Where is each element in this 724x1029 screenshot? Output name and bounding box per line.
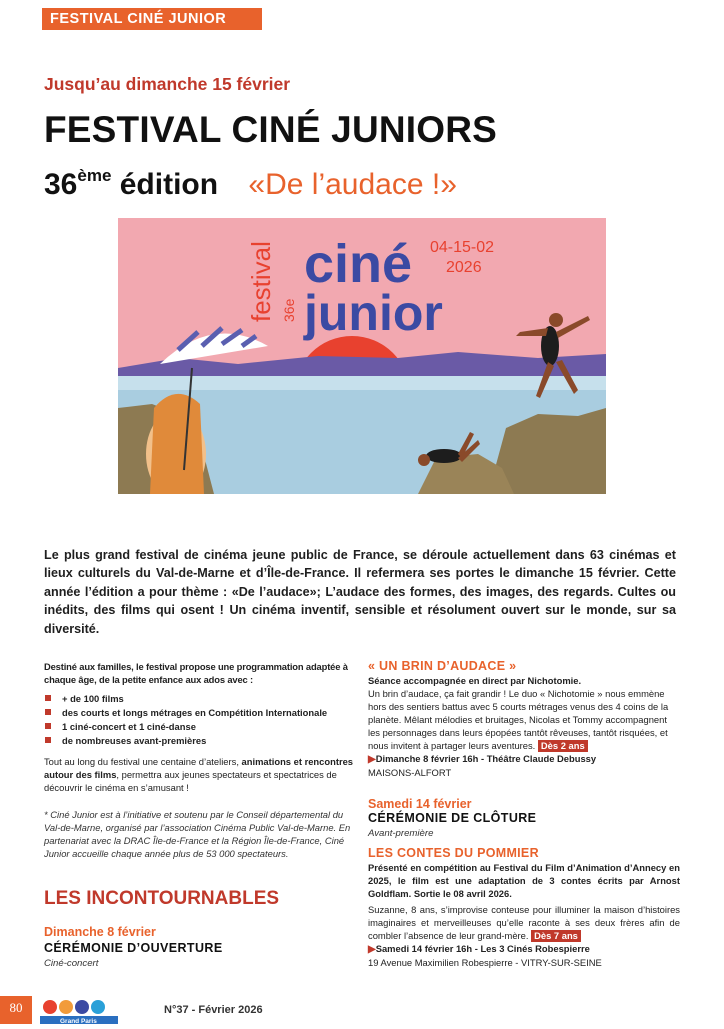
program-list — [44, 692, 356, 747]
contes-block — [368, 845, 680, 969]
list-item: des courts et longs métrages en Compétition Internationale — [44, 706, 356, 719]
list-item: 1 ciné-concert et 1 ciné-danse — [44, 720, 356, 733]
incontournables-heading: LES INCONTOURNABLES — [44, 888, 280, 909]
magazine-logo — [40, 998, 118, 1024]
contes-session-text: Samedi 14 février 16h - Les 3 Cinés Robespierre — [375, 943, 590, 954]
poster-brand-line2: junior — [304, 285, 443, 341]
cloture-block — [368, 798, 680, 840]
play-icon: ▶ — [368, 944, 376, 955]
edition-line — [44, 156, 457, 205]
page-number: 80 — [0, 996, 32, 1024]
brin-body-text: Un brin d’audace, ça fait grandir ! Le duo « Nichotomie » nous emmène hors des sentiers battus avec 5 courts métrages venus des 4 coins de la planète. Mêlant mélodies et bruitages, Nicolas et Tommy accompagnent les personnages dans leurs épopées tantôt rêveuses, tantôt risquées, et nous invitent à partager leurs aventures. — [368, 688, 669, 751]
poster-festival-text: festival — [246, 241, 276, 322]
contes-title: LES CONTES DU POMMIER — [368, 846, 539, 860]
edition-word: édition — [119, 168, 219, 201]
article-title: FESTIVAL CINÉ JUNIORS — [44, 109, 498, 150]
play-icon: ▶ — [368, 754, 376, 765]
left-column — [44, 660, 356, 860]
brin-lead: Séance accompagnée en direct par Nichotomie. — [368, 675, 582, 686]
contes-body-text: Suzanne, 8 ans, s’improvise conteuse pour illuminer la maison d’histoires imaginaires et merveilleuses qu’elle raconte à ses deux frères afin de combler l’absence de leur grand-mère. — [368, 904, 680, 941]
program-body-pre: Tout au long du festival une centaine d’ateliers, — [44, 756, 242, 767]
brin-session-text: Dimanche 8 février 16h - Théâtre Claude Debussy — [375, 753, 597, 764]
article-intro: Le plus grand festival de cinéma jeune public de France, se déroule actuellement dans 63 cinémas et lieux culturels du Val-de-Marne et d’Île-de-France. Il refermera ses portes le dimanche 15 février. Cette année l’édition a pour thème : «De l’audace»; L’audace des formes, des images, des regards. Cultes ou inédits, des films qui osent ! Un cinéma inventif, sensible et résolument ouvert sur le monde, sur sa diversité. — [44, 548, 676, 636]
program-body-post: , permettra aux jeunes spectateurs et spectatrices de découvrir le cinéma en s’amusant ! — [44, 769, 337, 793]
edition-number: 36 — [44, 168, 78, 201]
poster-edition-text: 36e — [281, 298, 297, 322]
opening-title: CÉRÉMONIE D’OUVERTURE — [44, 941, 223, 955]
edition-theme: «De l’audace !» — [248, 168, 457, 201]
poster-year: 2026 — [446, 259, 482, 276]
contes-lead: Présenté en compétition au Festival du Film d’Animation d’Annecy en 2025, le film est une adaptation de 3 contes écrits par Arnost Goldflam. Sortie le 08 avril 2026. — [368, 862, 680, 899]
contes-body — [368, 903, 680, 942]
program-lead: Destiné aux familles, le festival propose une programmation adaptée à chaque âge, de la petite enfance aux ados avec : — [44, 661, 348, 685]
program-body — [44, 755, 356, 794]
brin-session — [368, 752, 680, 766]
program-note: * Ciné Junior est à l’initiative et soutenu par le Conseil départemental du Val-de-Marne, organisé par l’association Cinéma Public Val-de-Marne. En partenariat avec la DRAC Île-de-France et la Région Île-de-France, Ciné Junior accueille chaque année plus de 53 000 spectateurs. — [44, 809, 351, 859]
opening-subtitle: Ciné-concert — [44, 958, 99, 969]
list-item: de nombreuses avant-premières — [44, 734, 356, 747]
brin-body — [368, 687, 680, 752]
edition-suffix: ème — [77, 166, 112, 185]
program-body-bold: animations et rencontres autour des films — [44, 756, 354, 780]
cloture-title: CÉRÉMONIE DE CLÔTURE — [368, 811, 537, 825]
logo-text: Grand Paris — [60, 1018, 97, 1024]
poster-dates: 04-15-02 — [430, 239, 495, 256]
brin-block — [368, 658, 680, 779]
article-kicker: Jusqu’au dimanche 15 février — [44, 74, 291, 94]
opening-date: Dimanche 8 février — [44, 925, 156, 939]
issue-info: N°37 - Février 2026 — [164, 1004, 263, 1016]
list-item: + de 100 films — [44, 692, 356, 705]
contes-place: 19 Avenue Maximilien Robespierre - VITRY-SUR-SEINE — [368, 957, 602, 968]
age-badge: Dès 7 ans — [531, 930, 581, 942]
festival-poster — [118, 218, 606, 494]
brin-title: « UN BRIN D’AUDACE » — [368, 659, 517, 673]
age-badge: Dès 2 ans — [538, 740, 588, 752]
poster-brand-line1: ciné — [304, 234, 413, 294]
cloture-subtitle: Avant-première — [368, 828, 434, 839]
brin-place: MAISONS-ALFORT — [368, 767, 452, 778]
contes-session — [368, 942, 680, 956]
section-tab: FESTIVAL CINÉ JUNIOR — [42, 8, 262, 30]
cloture-date: Samedi 14 février — [368, 797, 472, 811]
